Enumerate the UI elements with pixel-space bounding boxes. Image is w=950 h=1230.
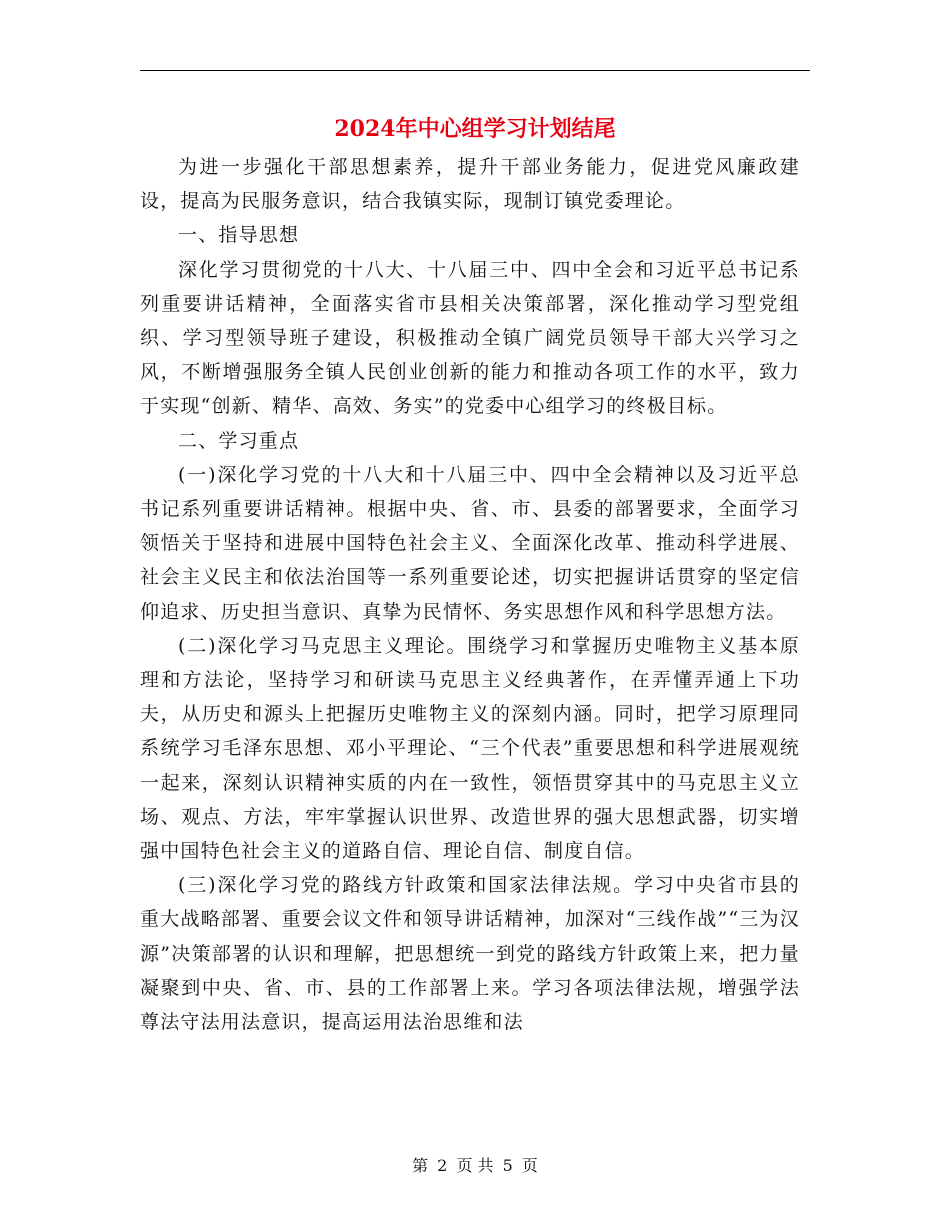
guiding-thought-paragraph: 深化学习贯彻党的十八大、十八届三中、四中全会和习近平总书记系列重要讲话精神，全面落实省市县相关决策部署，深化推动学习型党组织、学习型领导班子建设，积极推动全镇广阔党员领导干部大兴学习之风，不断增强服务全镇人民创业创新的能力和推动各项工作的水平，致力于实现“创新、精华、高效、务实”的党委中心组学习的终极目标。 <box>140 258 800 418</box>
study-focus-item-1: (一)深化学习党的十八大和十八届三中、四中全会精神以及习近平总书记系列重要讲话精神。根据中央、省、市、县委的部署要求，全面学习领悟关于坚持和进展中国特色社会主义、全面深化改革、推动科学进展、社会主义民主和依法治国等一系列重要论述，切实把握讲话贯穿的坚定信仰追求、历史担当意识、真挚为民情怀、务实思想作风和科学思想方法。 <box>140 463 800 623</box>
footer-prefix: 第 <box>412 1156 429 1175</box>
section-heading-study-focus: 二、学习重点 <box>178 429 300 452</box>
intro-paragraph: 为进一步强化干部思想素养，提升干部业务能力，促进党风廉政建设，提高为民服务意识，结合我镇实际，现制订镇党委理论。 <box>140 156 800 213</box>
study-focus-item-3: (三)深化学习党的路线方针政策和国家法律法规。学习中央省市县的重大战略部署、重要会议文件和领导讲话精神，加深对“三线作战”“三为汉源”决策部署的认识和理解，把思想统一到党的路线方针政策上来，把力量凝聚到中央、省、市、县的工作部署上来。学习各项法律法规，增强学法尊法守法用法意识，提高运用法治思维和法 <box>140 874 800 1034</box>
footer-total-pages: 5 <box>502 1156 513 1175</box>
footer-page-number: 2 <box>437 1156 448 1175</box>
page-footer <box>0 1153 950 1176</box>
study-focus-item-2: (二)深化学习马克思主义理论。围绕学习和掌握历史唯物主义基本原理和方法论，坚持学习和研读马克思主义经典著作，在弄懂弄通上下功夫，从历史和源头上把握历史唯物主义的深刻内涵。同时，把学习原理同系统学习毛泽东思想、邓小平理论、“三个代表”重要思想和科学进展观统一起来，深刻认识精神实质的内在一致性，领悟贯穿其中的马克思主义立场、观点、方法，牢牢掌握认识世界、改造世界的强大思想武器，切实增强中国特色社会主义的道路自信、理论自信、制度自信。 <box>140 634 800 863</box>
footer-mid: 页 共 <box>456 1156 494 1175</box>
section-heading-guiding-thought: 一、指导思想 <box>178 224 300 247</box>
footer-suffix: 页 <box>521 1156 538 1175</box>
document-title: 2024年中心组学习计划结尾 <box>334 116 616 142</box>
document-body <box>140 150 800 1039</box>
header-rule <box>140 70 810 71</box>
